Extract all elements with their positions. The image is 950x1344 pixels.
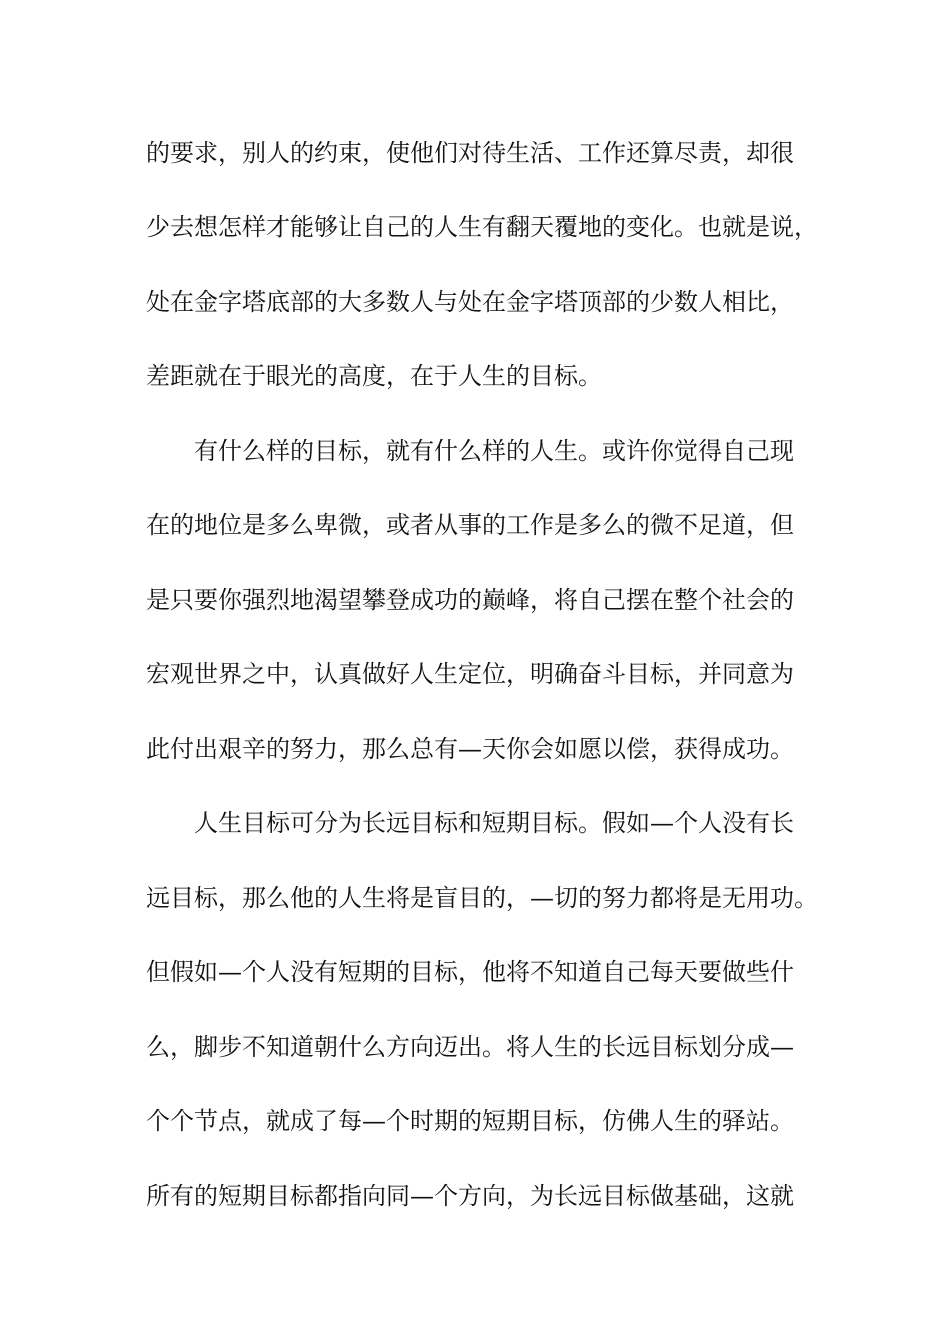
text-line: 的要求，别人的约束，使他们对待生活、工作还算尽责，却很 — [146, 139, 794, 167]
text-line: 少去想怎样才能够让自己的人生有翻天覆地的变化。也就是说， — [146, 213, 818, 241]
text-line: 但假如—个人没有短期的目标，他将不知道自己每天要做些什 — [146, 958, 794, 986]
text-line: 远目标，那么他的人生将是盲目的，—切的努力都将是无用功。 — [146, 884, 818, 912]
paragraph-first-line: 有什么样的目标，就有什么样的人生。或许你觉得自己现 — [194, 437, 794, 465]
text-line: 处在金字塔底部的大多数人与处在金字塔顶部的少数人相比， — [146, 288, 794, 316]
text-line: 差距就在于眼光的高度，在于人生的目标。 — [146, 362, 602, 390]
text-line: 宏观世界之中，认真做好人生定位，明确奋斗目标，并同意为 — [146, 660, 794, 688]
text-line: 么，脚步不知道朝什么方向迈出。将人生的长远目标划分成— — [146, 1033, 794, 1061]
text-line: 此付出艰辛的努力，那么总有—天你会如愿以偿，获得成功。 — [146, 735, 794, 763]
text-line: 所有的短期目标都指向同—个方向，为长远目标做基础，这就 — [146, 1182, 794, 1210]
text-line: 个个节点，就成了每—个时期的短期目标，仿佛人生的驿站。 — [146, 1107, 794, 1135]
text-line: 是只要你强烈地渴望攀登成功的巅峰，将自己摆在整个社会的 — [146, 586, 794, 614]
text-line: 在的地位是多么卑微，或者从事的工作是多么的微不足道，但 — [146, 511, 794, 539]
paragraph-first-line: 人生目标可分为长远目标和短期目标。假如—个人没有长 — [194, 809, 794, 837]
